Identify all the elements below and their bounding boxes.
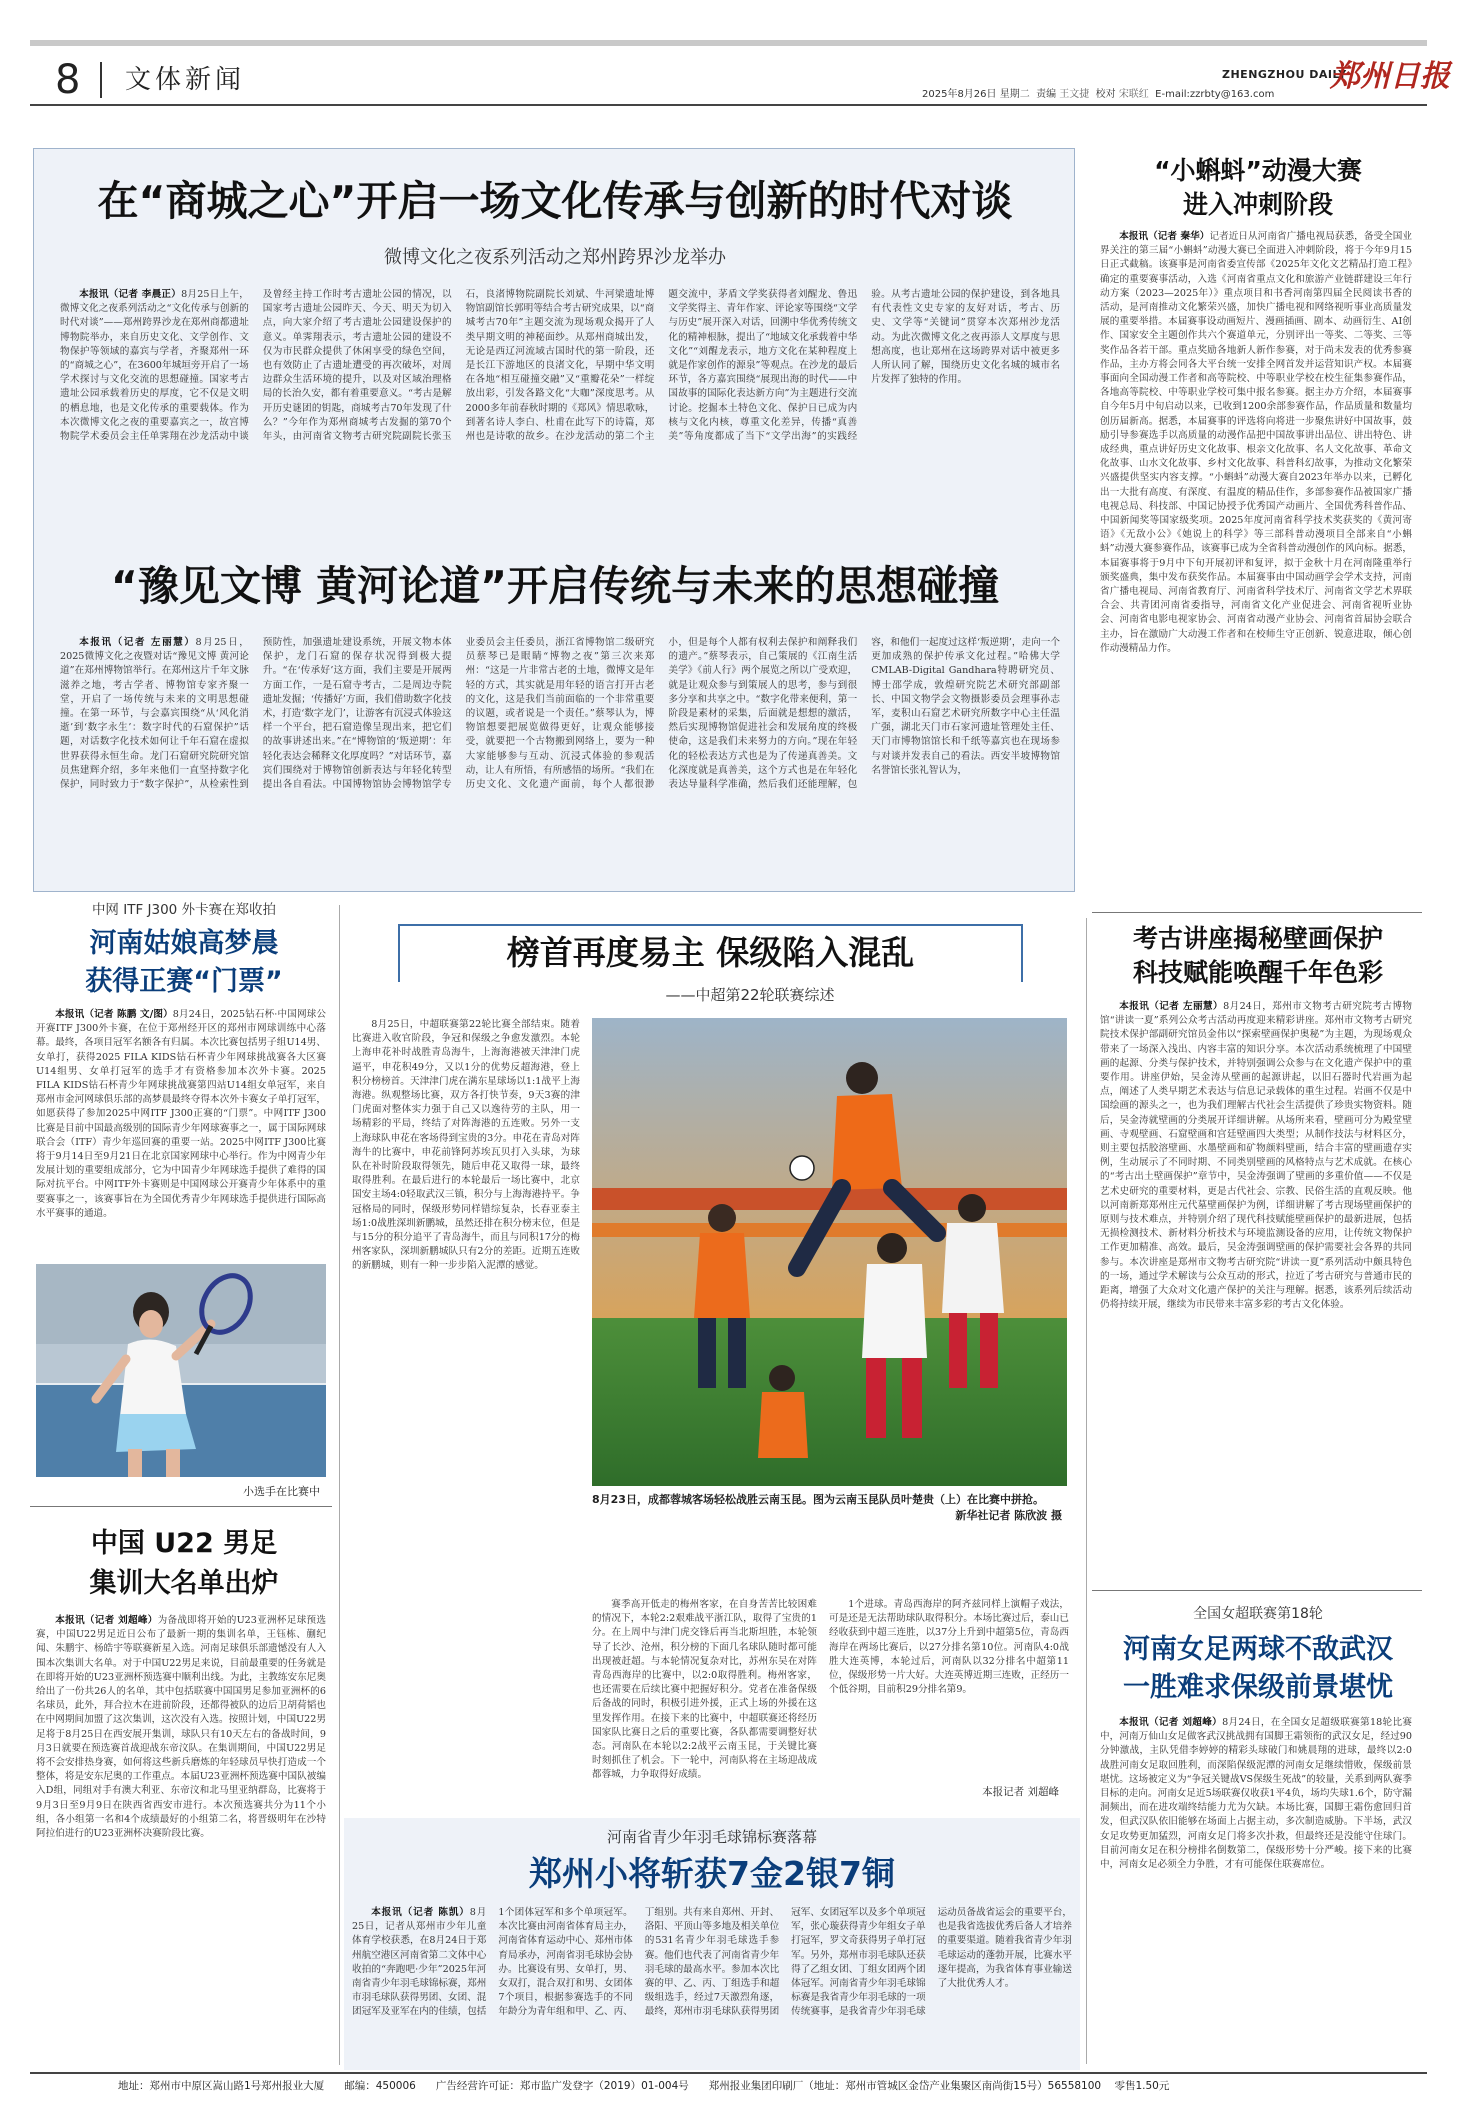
- article8-title-line2: 一胜难求保级前景堪忧: [1123, 1672, 1393, 1703]
- divider-left-1: [30, 1506, 332, 1507]
- article8-kicker: 全国女超联赛第18轮: [1193, 1606, 1323, 1622]
- article7-title-line2: 科技赋能唤醒千年色彩: [1132, 958, 1383, 987]
- footer-printer: 郑州报业集团印刷厂（地址：郑州市管城区金岱产业集聚区南尚街15号）56558100: [708, 2080, 1102, 2092]
- article6-author: 本报记者 刘超峰: [982, 1786, 1059, 1798]
- article6-body-2: 赛季高开低走的梅州客家，在自身苦苦比较困难的情况下，本轮2:2艰难战平浙江队，取得了宝贵的1分。在上周中与津门虎交锋后再当北斯坦胜，本轮领导了长沙、沧州，积分榜的下面几名球队随时都可能出现被赶超。与本轮情况复杂对比，苏州东吴在对阵青岛西海岸的比赛中，以2:0取得胜利。梅州客家，也还需要在后续比赛中把握好积分。党者在准备保级后备战的同时，积极引进外援，正式上场的外援在这里发挥作用。在接下来的比赛中，中超联赛还将经历国家队比赛日之后的重要比赛，各队都需要调整好状态。河南队在本轮以2:2战平云南玉昆，于关键比赛时刻抓住了机会。下一轮中，河南队将在主场迎战成都蓉城，力争取得好成绩。: [592, 1599, 817, 1781]
- article8-title-line1: 河南女足两球不敌武汉: [1123, 1634, 1393, 1665]
- article5-body: 本报讯（记者 刘超峰）为备战即将开始的U23亚洲杯足球预选赛，中国U22男足近日公布了最新一期的集训名单，王钰栋、蒯纪闻、朱鹏宇、杨皓宇等联赛新星入选。河南足球俱乐部遗憾没有人入围本次集训大名单。对于中国U22男足来说，目前最重要的任务就是在即将开始的U23亚洲杯预选赛中顺利出线。为此，主教练安东尼奥给出了一份共26人的名单，其中包括联赛中国国男足参加亚洲杯的6名球员，此外，拜合拉木在进前阶段，还都得被队的边后卫胡荷韬也在中网期间加盟了这次集训，这次没有入选。按照计划，中国U22男足将于8月25日在西安展开集训，球队只有10天左右的备战时间，9月3日就要在预选赛首战迎战东帝汶队。在集训期间，中国U22男足将不会安排热身赛，如何将这些新兵磨炼的年轻球员早快打造成一个整体，将是安东尼奥的工作重点。本届U23亚洲杯预选赛中国队被编入D组，同组对手有澳大利亚、东帝汶和北马里亚纳群岛，比赛将于9月3日至9月9日在陕西省西安市进行。本次预选赛共分为11个小组，各小组第一名和4个成绩最好的小组第二名，将晋级明年在沙特阿拉伯进行的U23亚洲杯决赛阶段比赛。: [36, 1615, 326, 1840]
- article6-body: 8月25日，中超联赛第22轮比赛全部结束。随着比赛进入收官阶段，争冠和保级之争愈发激烈。本轮上海申花补时战胜青岛海牛，上海海港被天津津门虎逼平，申花积49分，又以1分的优势反超海港，登上积分榜榜首。天津津门虎在满东星球场以1:1战平上海海港。纵观整场比赛，双方各打快节奏，9天3赛的津门虎面对整体实力强于自己又以逸待劳的主队，用一场精彩的平局，终结了对阵海港的五连败。另外一支上海球队申花在客场得到宝贵的3分。申花在青岛对阵海牛的比赛中，申花前锋阿苏埃瓦贝打入头球，为球队在补时阶段取得领先，随后申花又取得一球，最终取得胜利。在最后进行的本轮最后一场比赛中，北京国安主场4:0轻取武汉三镇，积分与上海海港持平。争冠格局的同时，保级形势同样错综复杂，长春亚泰主场1:0战胜深圳新鹏城，虽然还排在积分榜末位，但是与15分的积分追平了青岛海牛，而且与同积17分的梅州客家队，深圳新鹏城队只有2分的差距。近期五连败的新鹏城，则有一种一步步陷入泥潭的感觉。: [352, 1019, 580, 1272]
- header-divider: [100, 62, 102, 98]
- header-bottom-rule: [30, 104, 1427, 106]
- article3-body: 本报讯（记者 秦华）记者近日从河南省广播电视局获悉，备受全国业界关注的第三届“小蝌蚪”动漫大赛已全面进入冲刺阶段，将于今年9月15日正式截稿。该赛事是河南省委宣传部《2025年文化文艺精品打造工程》确定的重要赛事活动，入选《河南省重点文化和旅游产业链群建设三年行动方案（2023—2025年）》重点项目和书香河南第四届全民阅读书香的活动，是河南推动文化繁荣兴盛，加快广播电视和网络视听事业高质量发展的重要举措。本届赛事设动画短片、漫画插画、剧本、动画衍生、AI创作、国家安全主题创作共六个赛道单元，分别评出一等奖、二等奖、三等奖作品各若干部。重点奖励各地新人新作参赛，对于尚未发表的优秀参赛作品，主办方将会同各大平台统一安排全网首发并运营知识产权。本届赛事面向全国动漫工作者和高等院校、中等职业学校在校生征集参赛作品，各地高等院校、中等职业学校可集中报名参赛。据主办方介绍，本届赛事自今年5月中旬启动以来，已收到1200余部参赛作品，作品质量和数量均创历届新高。据悉，本届赛事的评选将向将进一步聚焦讲好中国故事，鼓励引导参赛选手以高质量的动漫作品把中国故事讲出品位、讲出特色、讲成经典，重点讲好历史文化故事、根亲文化故事、名人文化故事、革命文化故事、山水文化故事、乡村文化故事、科普科幻故事，为推动文化繁荣兴盛提供坚实内容支撑。“小蝌蚪”动漫大赛自2023年举办以来，已孵化出一大批有高度、有深度、有温度的精品佳作，多部参赛作品被国家广播电视总局、科技部、中国记协授予优秀国产动画片、全国优秀科普作品、中国新闻奖等国家级奖项。2025年度河南省科学技术奖获奖的《黄河寄语》《无敌小公》《她说上的科学》等三部科普动漫项目全部来自“小蝌蚪”动漫大赛参赛作品，该赛事已成为全省科普动漫创作的风向标。据悉，本届赛事将于9月中下旬开展初评和复评，拟于金秋十月在河南隆重举行颁奖盛典，集中发布获奖作品。本届赛事由中国动画学会学术支持，河南省广播电视局、河南省教育厅、河南省科学技术厅、河南省文学艺术界联合会、共青团河南省委指导，河南省文化产业促进会、河南省视听业协会、河南省电影电视家协会、河南省动漫产业协会、河南省首届协会联合主办，旨在激励广大动漫工作者和在校师生守正创新、锐意进取，倾心创作动漫精品力作。: [1100, 231, 1412, 654]
- masthead-logo: 郑州日报: [1330, 59, 1450, 94]
- article9-title: 郑州小将斩获7金2银7铜: [529, 1854, 895, 1893]
- article4-title-line1: 河南姑娘高梦晨: [89, 928, 279, 959]
- article4-title-line2: 获得正赛“门票”: [85, 966, 283, 997]
- footer-license: 广告经营许可证：郑市监广发登字（2019）01-004号: [435, 2080, 689, 2092]
- page-number: 8: [55, 57, 81, 103]
- football-photo: [592, 1018, 1067, 1486]
- article3-title-line2: 进入冲刺阶段: [1182, 190, 1333, 219]
- header-top-bar: [30, 40, 1427, 46]
- article9-body: 本报讯（记者 陈凯）8月25日，记者从郑州市少年儿童体育学校获悉，在8月24日于郑州航空港区河南省第二文体中心收拍的“奔跑吧·少年”2025年河南省青少年羽毛球锦标赛，郑州市羽毛球队获得男团、女团、混团冠军及亚军在内的佳绩，包括1个团体冠军和多个单项冠军。本次比赛由河南省体育局主办，河南省体育运动中心、郑州市体育局承办，河南省羽毛球协会协办。比赛设有男、女单打，男、女双打，混合双打和男、女团体7个项目，根据参赛选手的不同年龄分为青年组和甲、乙、丙、丁组别。共有来自郑州、开封、洛阳、平顶山等多地及相关单位的531名青少年羽毛球选手参赛。他们也代表了河南省青少年羽毛球的最高水平。参加本次比赛的甲、乙、丙、丁组选手和超级组选手，经过7天激烈角逐，最终，郑州市羽毛球队获得男团冠军、女团冠军以及多个单项冠军，张心璇获得青少年组女子单打冠军，罗文奇获得男子单打冠军。另外，郑州市羽毛球队还获得了乙组女团、丁组女团两个团体冠军。河南省青少年羽毛球锦标赛是我省青少年羽毛球的一项传统赛事，是我省青少年羽毛球运动员备战省运会的重要平台，也是我省选拔优秀后备人才培养的重要渠道。随着我省青少年羽毛球运动的蓬勃开展，比赛水平逐年提高，为我省体育事业输送了大批优秀人才。: [352, 1907, 1072, 2018]
- article6-photo-caption: 8月23日，成都蓉城客场轻松战胜云南玉昆。图为云南玉昆队员叶楚贵（上）在比赛中拼抢。 新华社记者 陈欣波 摄: [592, 1493, 1062, 1522]
- article9-kicker: 河南省青少年羽毛球锦标赛落幕: [606, 1828, 817, 1846]
- footer-address: 地址：郑州市中原区嵩山路1号郑州报业大厦: [118, 2080, 325, 2092]
- article1-title: 在“商城之心”开启一场文化传承与创新的时代对谈: [97, 177, 1013, 225]
- article3-title-line1: “小蝌蚪”动漫大赛: [1154, 156, 1362, 185]
- divider-right-2: [1092, 1590, 1422, 1591]
- masthead-english: ZHENGZHOU DAILY: [1222, 68, 1347, 81]
- article1-body: 本报讯（记者 李晨正）8月25日上午，微博文化之夜系列活动之“文化传承与创新的时代对谈”——郑州跨界沙龙在郑州商都遗址博物院举办，来自历史文化、文学创作、文物保护等领域的嘉宾与学者，齐聚郑州一环的“商城之心”，在3600年城垣旁开启了一场学术探讨与文化交流的思想碰撞。国家考古遗址公园承载着历史的厚度，它不仅是文明的栖息地，也是文化传承的重要载体。作为本次微博文化之夜的重要嘉宾之一，故宫博物院学术委员会主任单霁翔在沙龙活动中谈及曾经主持工作时考古遗址公园的情况，以国家考古遗址公园昨天、今天、明天为切入点，向大家介绍了考古遗址公园建设保护的意义。单霁翔表示，考古遗址公园的建设不仅为市民群众提供了休闲享受的绿色空间，也有效防止了古遗址遭受的再次破坏，对周边群众生活环境的提升，以及对区域治理格局的长治久安，都有着重要意义。“考古是解开历史谜团的钥匙，商城考古70年发现了什么？”今年作为郑州商城考古发掘的第70个年头，由河南省文物考古研究院副院长张玉石，良渚博物院副院长刘斌、牛河梁遗址博物馆副馆长郭明等结合考古研究成果，以“商城考古70年”主题交流为现场观众揭开了人类早期文明的神秘面纱。从郑州商城出发，无论是西辽河流域古国时代的第一阶段，还是长江下游地区的良渚文化，早期中华文明在各地“相互碰撞交融”又“重瓣花朵”一样绽放出彩，引发各路文化“大咖”深度思考。从2000多年前春秋时期的《郑风》情思歌咏，到著名诗人李白、杜甫在此写下的诗篇，郑州也是诗歌的故乡。在沙龙活动的第二个主题交流中，茅盾文学奖获得者刘醒龙、鲁迅文学奖得主、青年作家、评论家等围绕“文学与历史”展开深入对话，回溯中华优秀传统文化的精神根脉，提出了“地域文化承载着中华文化”“刘醒龙表示，地方文化在某种程度上就是作家创作的源泉”等观点。在沙龙的最后环节，各方嘉宾围绕“展现出海的时代——中国故事的国际化表达新方向”为主题进行交流讨论。挖掘本土特色文化、保护日已成为内核与文化内核，尊重文化差异，传播“真善美”等角度都成了当下“文学出海”的实践经验。从考古遗址公园的保护建设，到各地具有代表性文史专家的友好对话，考古、历史、文学等“关键词”贯穿本次郑州沙龙活动。为此次微博文化之夜再添人文厚度与思想高度，也让郑州在这场跨界对话中被更多人所认同了解，围绕历史文化名城的城市名片发挥了独特的作用。: [60, 289, 1060, 443]
- divider-right-1: [1092, 912, 1422, 913]
- article6-title: 榜首再度易主 保级陷入混乱: [506, 933, 915, 972]
- section-title: 文体新闻: [125, 65, 246, 95]
- footer-info: [118, 2078, 1418, 2094]
- article4-photo-caption: 小选手在比赛中: [243, 1485, 320, 1498]
- article8-body: 本报讯（记者 刘超峰）8月24日，在全国女足超级联赛第18轮比赛中，河南万仙山女足做客武汉挑战拥有国脚王霜领衔的武汉女足，经过90分钟激战，主队凭借李婷婷的精彩头球破门和姚晨翔的进球，最终以2:0战胜河南女足取回胜利，而深陷保级泥潭的河南女足继续惜败，保级前景堪忧。这场被定义为“争冠关键战VS保级生死战”的较量，关系到两队赛季目标的走向。河南女足近5场联赛仅收获1平4负，场均失球1.6个，防守漏洞频出，而在进攻端终结能力尤为欠缺。本场比赛，国脚王霜伤愈回归首发，但武汉队依旧能够在场面上占据主动，多次制造威胁。下半场，武汉女足攻势更加猛烈，河南女足门将多次扑救，但最终还是没能守住球门。目前河南女足在积分榜排名倒数第二，保级形势十分严峻。接下来的比赛中，河南女足必须全力争胜，才有可能保住联赛席位。: [1100, 1717, 1412, 1871]
- header-meta: 2025年8月26日 星期二 责编 王文捷 校对 宋联红 E-mail:zzrbty@163.com: [922, 89, 1275, 100]
- article5-title-line1: 中国 U22 男足: [90, 1528, 278, 1559]
- article1-subtitle: 微博文化之夜系列活动之郑州跨界沙龙举办: [384, 247, 726, 268]
- article7-body: 本报讯（记者 左丽慧）8月24日，郑州市文物考古研究院考古博物馆“讲读一夏”系列公众考古活动再度迎来精彩讲座。郑州市文物考古研究院技术保护部副研究馆员金伟以“探索壁画保护奥秘”为主题，为现场观众带来了一场深入浅出、内容丰富的知识分享。本次活动系统梳理了中国壁画的起源、分类与保护技术，并特别强调公众参与在文化遗产保护中的重要作用。讲座伊始，吴金涛从壁画的起源讲起，以旧石器时代岩画为起点，阐述了人类早期艺术表达与信息记录载体的重生过程。岩画不仅是中国绘画的源头之一，也为我们理解古代社会生活提供了珍贵实物资料。随后，吴金涛就壁画的分类展开详细讲解。从场所来看，壁画可分为殿堂壁画、寺观壁画、石窟壁画和宫廷壁画四大类型；从制作技法与材料区分，则主要包括胶溶壁画、水墨壁画和矿物颜料壁画，结合丰富的壁画遗存实例，生动展示了不同时期、不同类别壁画的风格特点与艺术成就。在核心的“考古出土壁画保护”章节中，吴金涛强调了壁画的多重价值——不仅是艺术史研究的重要材料，更是古代社会、宗教、民俗生活的直观反映。他以河南新郑郑州庄元代墓壁画保护为例，详细讲解了考古现场壁画保护的原则与技术难点，并特别介绍了现代科技赋能壁画保护的最新进展，包括无损检测技术、新材料分析技术与环境监测设备的应用，让传统文物保护工作更加精准、高效。最后，吴金涛强调壁画的保护需要社会各界的共同参与。本次讲座是郑州市文物考古研究院“讲读一夏”系列活动中颇具特色的一场，通过学术解读与公众互动的形式，拉近了考古研究与普通市民的距离，增强了大众对文化遗产保护的关注与理解。据悉，该系列后续活动仍将持续开展，继续为市民带来丰富多彩的考古文化体验。: [1100, 1001, 1412, 1311]
- article6-subtitle: ——中超第22轮联赛综述: [665, 986, 835, 1004]
- footer-price: 零售1.50元: [1114, 2080, 1170, 2092]
- article7-title-line1: 考古讲座揭秘壁画保护: [1132, 924, 1383, 953]
- article2-body: 本报讯（记者 左丽慧）8月25日，2025微博文化之夜暨对话“豫见文博 黄河论道”在郑州博物馆举行。在郑州这片千年文脉滋养之地，考古学者、博物馆专家齐聚一堂，开启了一场传统与未来的文明思想碰撞。在第一环节，与会嘉宾围绕“从‘风化消逝’到‘数字永生’：数字时代的石窟保护”话题，对话数字化技术如何让千年石窟在虚拟世界获得永恒生命。龙门石窟研究院研究馆员焦建辉介绍，多年来他们一直坚持数字化保护，同时致力于“数字保护”，从检索性到预防性，加强遗址建设系统，开展文物本体保护，龙门石窟的保存状况得到极大提升。“在‘传承好’这方面，我们主要是开展两方面工作，一是石窟寺考古，二是周边寺院遗址发掘；‘传播好’方面，我们借助数字化技术，打造‘数字龙门’，让游客有沉浸式体验这样一个平台，把石窟造像呈现出来，把它们的故事讲述出来。”在“博物馆的‘叛逆期’：年轻化表达会稀释文化厚度吗？”对话环节，嘉宾们围绕对于博物馆创新表达与年轻化转型提出各自看法。中国博物馆协会博物馆学专业委员会主任委员，浙江省博物馆二级研究员蔡琴已是眼睛“博物之夜”第三次来郑州：“这是一片非常古老的土地，微博文是年轻的方式，其实就是用年轻的语言打开古老的文化，这是我们当前面临的一个非常重要的议题，或者说是一个责任。”蔡琴认为，博物馆想要把展览做得更好，让观众能够接受，就要把一个古物搬到网络上，要为一种大家能够参与互动、沉浸式体验的参观活动，让人有所悟，有所感悟的场所。“我们在历史文化、文化遗产面前，每个人都很渺小，但是每个人都有权利去保护和阐释我们的遗产。”蔡琴表示，自己策展的《江南生活美学》《前人行》两个展览之所以广受欢迎，就是让观众参与到策展人的思考，参与到很多分享和共享之中。“数字化带来便利，第一阶段是素材的采集，后面就是想想的激活，然后实现博物馆促进社会和发展角度的终极使命，这是我们未来努力的方向。”现在年轻化的轻松表达方式也是为了传递真善美。文化深度就是真善美，这个方式也是在年轻化表达导量科学准确，然后我们还能理解，包容，和他们一起度过这样‘叛逆期’，走向一个更加成熟的保护传承文化过程。”哈佛大学CMLAB-Digital Gandhara特聘研究员、博士邵学成，敦煌研究院艺术研究部副部长、中国文物学会文物摄影委员会理事孙志军，麦积山石窟艺术研究所数字中心主任温广强，湖北天门市石家河遗址管理处主任、天门市博物馆馆长和千纸等嘉宾也在现场参与对谈并发表自己的看法。西安半坡博物馆名誉馆长张礼智认为，: [60, 637, 1060, 791]
- article5-title-line2: 集训大名单出炉: [89, 1568, 279, 1599]
- footer-rule: [30, 2072, 1427, 2074]
- article6-body-3: 1个进球。青岛西海岸的阿齐兹同样上演帽子戏法，可是还是无法帮助球队取得积分。本场比赛过后，泰山已经收获到中超三连胜，以37分上升到中超第5位，青岛西海岸在两场比赛后，以27分排名第10位。河南队4:0战胜大连英博，本轮过后，河南队以32分排名中超第11位，保级形势一片大好。大连英博近期三连败，正经历一个低谷期，目前积29分排名第9。: [829, 1599, 1069, 1696]
- article4-kicker: 中网 ITF J300 外卡赛在郑收拍: [91, 902, 277, 918]
- article4-body: 本报讯（记者 陈鹏 文/图）8月24日，2025钻石杯·中国网球公开赛ITF J300外卡赛，在位于郑州经开区的郑州市网球训练中心落幕。最终，各项目冠军名额各有归属。本次比赛包括男子组U14男、女单打，获得2025 FILA KIDS钻石杯青少年网球挑战赛各大区赛U14组男、女单打冠军的选手才有资格参加本次外卡赛。2025 FILA KIDS钻石杯青少年网球挑战赛第四站U14组女单冠军，来自郑州市金河网球俱乐部的高梦晨最终夺得本次外卡赛女子单打冠军，如愿获得了参加2025中网ITF J300正赛的“门票”。中网ITF J300比赛是目前中国最高级别的国际青少年网球赛事之一，属于国际网球联合会（ITF）青少年巡回赛的重要一站。2025中网ITF J300比赛将于9月14日至9月21日在北京国家网球中心举行。作为中网青少年发展计划的重要组成部分，它为中国青少年网球选手提供了难得的国际对抗平台。中网ITF外卡赛则是中国网球公开赛青少年体系中的重要赛事之一，该赛事旨在为全国优秀青少年网球选手提供进行国际高水平赛事的通道。: [36, 1009, 326, 1219]
- footer-postcode: 邮编：450006: [344, 2080, 416, 2092]
- column-rule-left: [339, 905, 340, 2065]
- column-rule-right: [1086, 918, 1087, 2064]
- tennis-photo: [36, 1264, 326, 1477]
- article2-title: “豫见文博 黄河论道”开启传统与未来的思想碰撞: [110, 562, 1000, 610]
